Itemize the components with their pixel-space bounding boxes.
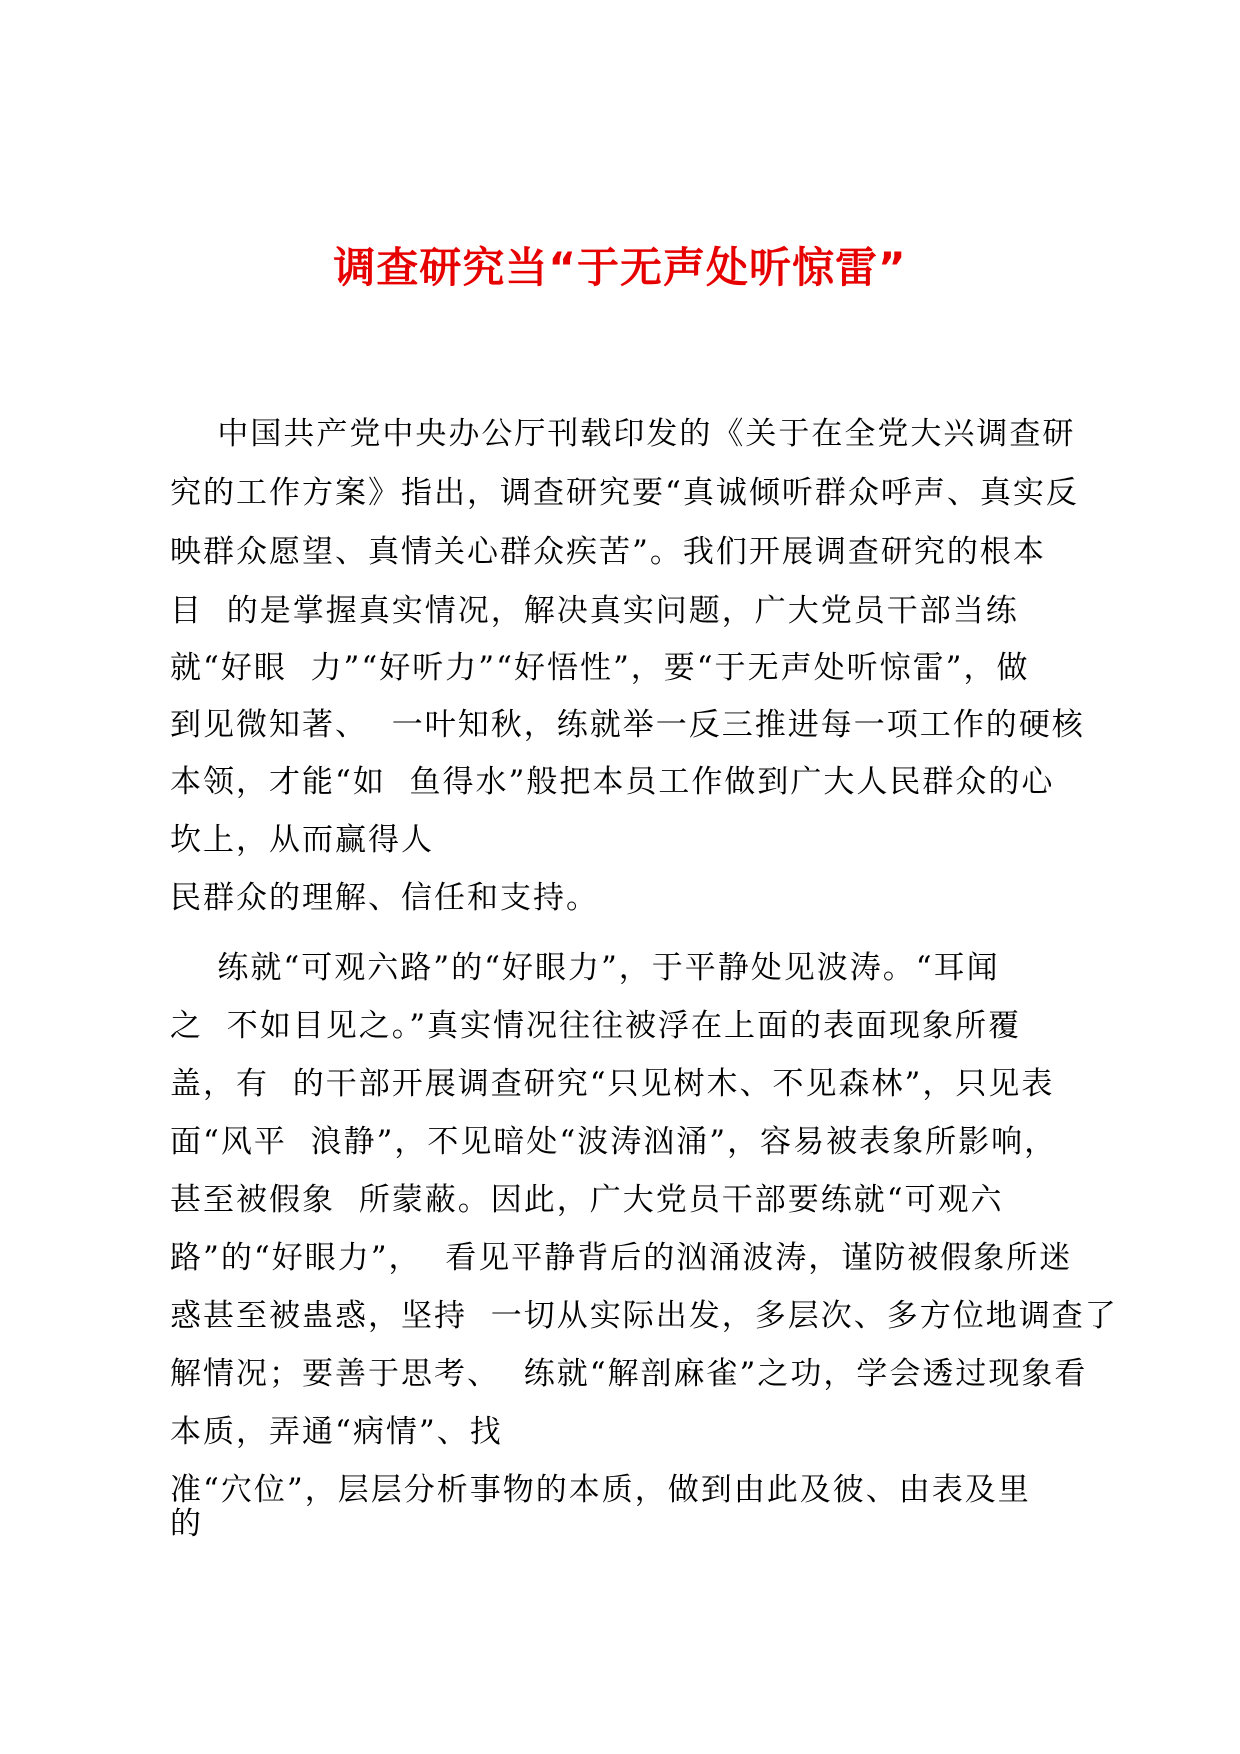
paragraph-2-line-3: 盖，有 的干部开展调查研究“只见树木、不见森林”，只见表 xyxy=(170,1066,1055,1102)
paragraph-1-line-9: 民群众的理解、信任和支持。 xyxy=(170,880,599,916)
paragraph-1-line-8: 坎上，从而赢得人 xyxy=(170,822,434,858)
paragraph-2-line-5: 甚至被假象 所蒙蔽。因此，广大党员干部要练就“可观六 xyxy=(170,1182,1004,1218)
paragraph-1-line-6: 到见微知著、 一叶知秋，练就举一反三推进每一项工作的硬核 xyxy=(170,707,1085,743)
paragraph-1-line-2: 究的工作方案》指出，调查研究要“真诚倾听群众呼声、真实反 xyxy=(170,475,1079,511)
document-title: 调查研究当“于无声处听惊雷” xyxy=(333,243,907,292)
paragraph-2-line-2: 之 不如目见之。”真实情况往往被浮在上面的表面现象所覆 xyxy=(170,1008,1022,1044)
paragraph-2-line-8: 解情况；要善于思考、 练就“解剖麻雀”之功，学会透过现象看 xyxy=(170,1356,1088,1392)
paragraph-2-line-11: 的 xyxy=(170,1506,203,1542)
paragraph-1-line-1: 中国共产党中央办公厅刊载印发的《关于在全党大兴调查研 xyxy=(170,416,1076,452)
paragraph-2-line-10: 准“穴位”，层层分析事物的本质，做到由此及彼、由表及里 xyxy=(170,1472,1031,1508)
paragraph-1-line-5: 就“好眼 力”“好听力”“好悟性”，要“于无声处听惊雷”，做 xyxy=(170,650,1030,686)
paragraph-2-line-6: 路”的“好眼力”， 看见平静背后的汹涌波涛，谨防被假象所迷 xyxy=(170,1240,1073,1276)
paragraph-2-line-1: 练就“可观六路”的“好眼力”，于平静处见波涛。“耳闻 xyxy=(170,950,1000,986)
paragraph-1-line-7: 本领，才能“如 鱼得水”般把本员工作做到广大人民群众的心 xyxy=(170,764,1055,800)
paragraph-2-line-9: 本质，弄通“病情”、找 xyxy=(170,1414,503,1450)
paragraph-2-line-7: 惑甚至被蛊惑，坚持 一切从实际出发，多层次、多方位地调查了 xyxy=(170,1298,1118,1334)
paragraph-1-line-4: 目 的是掌握真实情况，解决真实问题，广大党员干部当练 xyxy=(170,593,1019,629)
paragraph-2-line-4: 面“风平 浪静”，不见暗处“波涛汹涌”，容易被表象所影响， xyxy=(170,1124,1058,1160)
paragraph-1-line-3: 映群众愿望、真情关心群众疾苦”。我们开展调查研究的根本 xyxy=(170,534,1046,570)
